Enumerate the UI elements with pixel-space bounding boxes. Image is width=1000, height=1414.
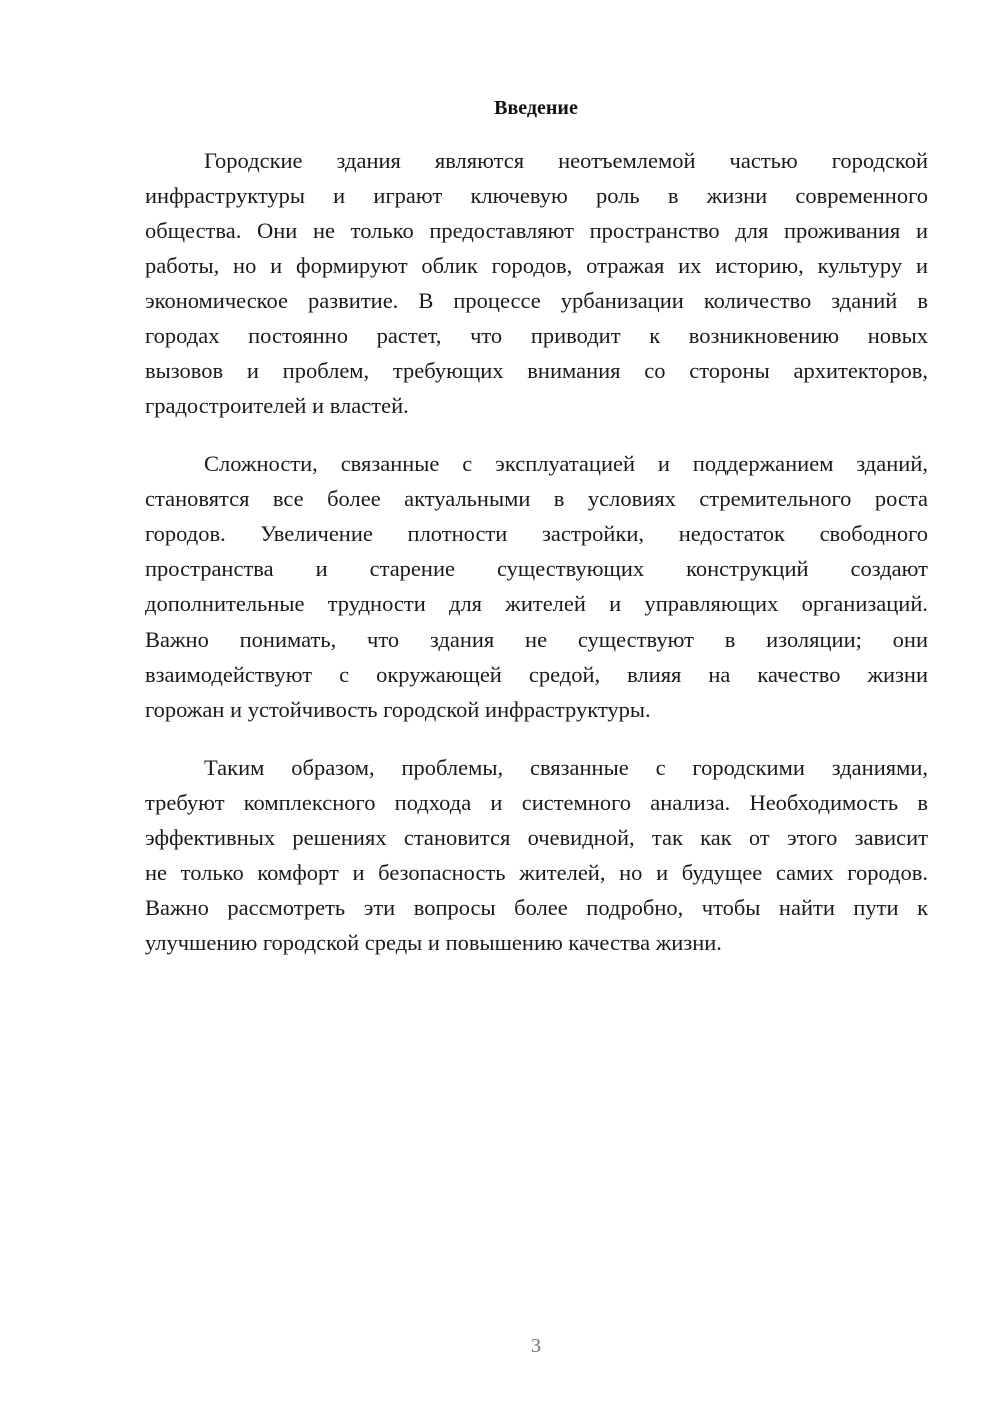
text-line: городах постоянно растет, что приводит к возникновению новых <box>145 323 928 348</box>
text-line: Важно понимать, что здания не существуют в изоляции; они <box>145 627 928 652</box>
section-title: Введение <box>494 97 578 119</box>
text-line: экономическое развитие. В процессе урбанизации количество зданий в <box>145 288 928 313</box>
text-line: взаимодействуют с окружающей средой, влияя на качество жизни <box>145 662 928 687</box>
text-line: Таким образом, проблемы, связанные с городскими зданиями, <box>204 755 928 780</box>
text-line: городов. Увеличение плотности застройки, недостаток свободного <box>145 521 928 546</box>
page-number: 3 <box>531 1335 541 1357</box>
text-line: эффективных решениях становится очевидной, так как от этого зависит <box>145 825 928 850</box>
text-line: дополнительные трудности для жителей и управляющих организаций. <box>145 591 928 616</box>
text-line: Городские здания являются неотъемлемой частью городской <box>204 148 928 173</box>
text-line: инфраструктуры и играют ключевую роль в жизни современного <box>145 183 928 208</box>
text-line: улучшению городской среды и повышению качества жизни. <box>145 930 722 955</box>
text-line: требуют комплексного подхода и системного анализа. Необходимость в <box>145 790 928 815</box>
text-line: горожан и устойчивость городской инфраструктуры. <box>145 697 651 722</box>
text-line: градостроителей и властей. <box>145 393 409 418</box>
text-line: Сложности, связанные с эксплуатацией и поддержанием зданий, <box>204 451 928 476</box>
text-line: работы, но и формируют облик городов, отражая их историю, культуру и <box>145 253 928 278</box>
text-line: общества. Они не только предоставляют пространство для проживания и <box>145 218 928 243</box>
text-line: не только комфорт и безопасность жителей, но и будущее самих городов. <box>145 860 928 885</box>
text-line: становятся все более актуальными в условиях стремительного роста <box>145 486 928 511</box>
text-line: вызовов и проблем, требующих внимания со стороны архитекторов, <box>145 358 928 383</box>
text-line: Важно рассмотреть эти вопросы более подробно, чтобы найти пути к <box>145 895 928 920</box>
text-line: пространства и старение существующих конструкций создают <box>145 556 928 581</box>
